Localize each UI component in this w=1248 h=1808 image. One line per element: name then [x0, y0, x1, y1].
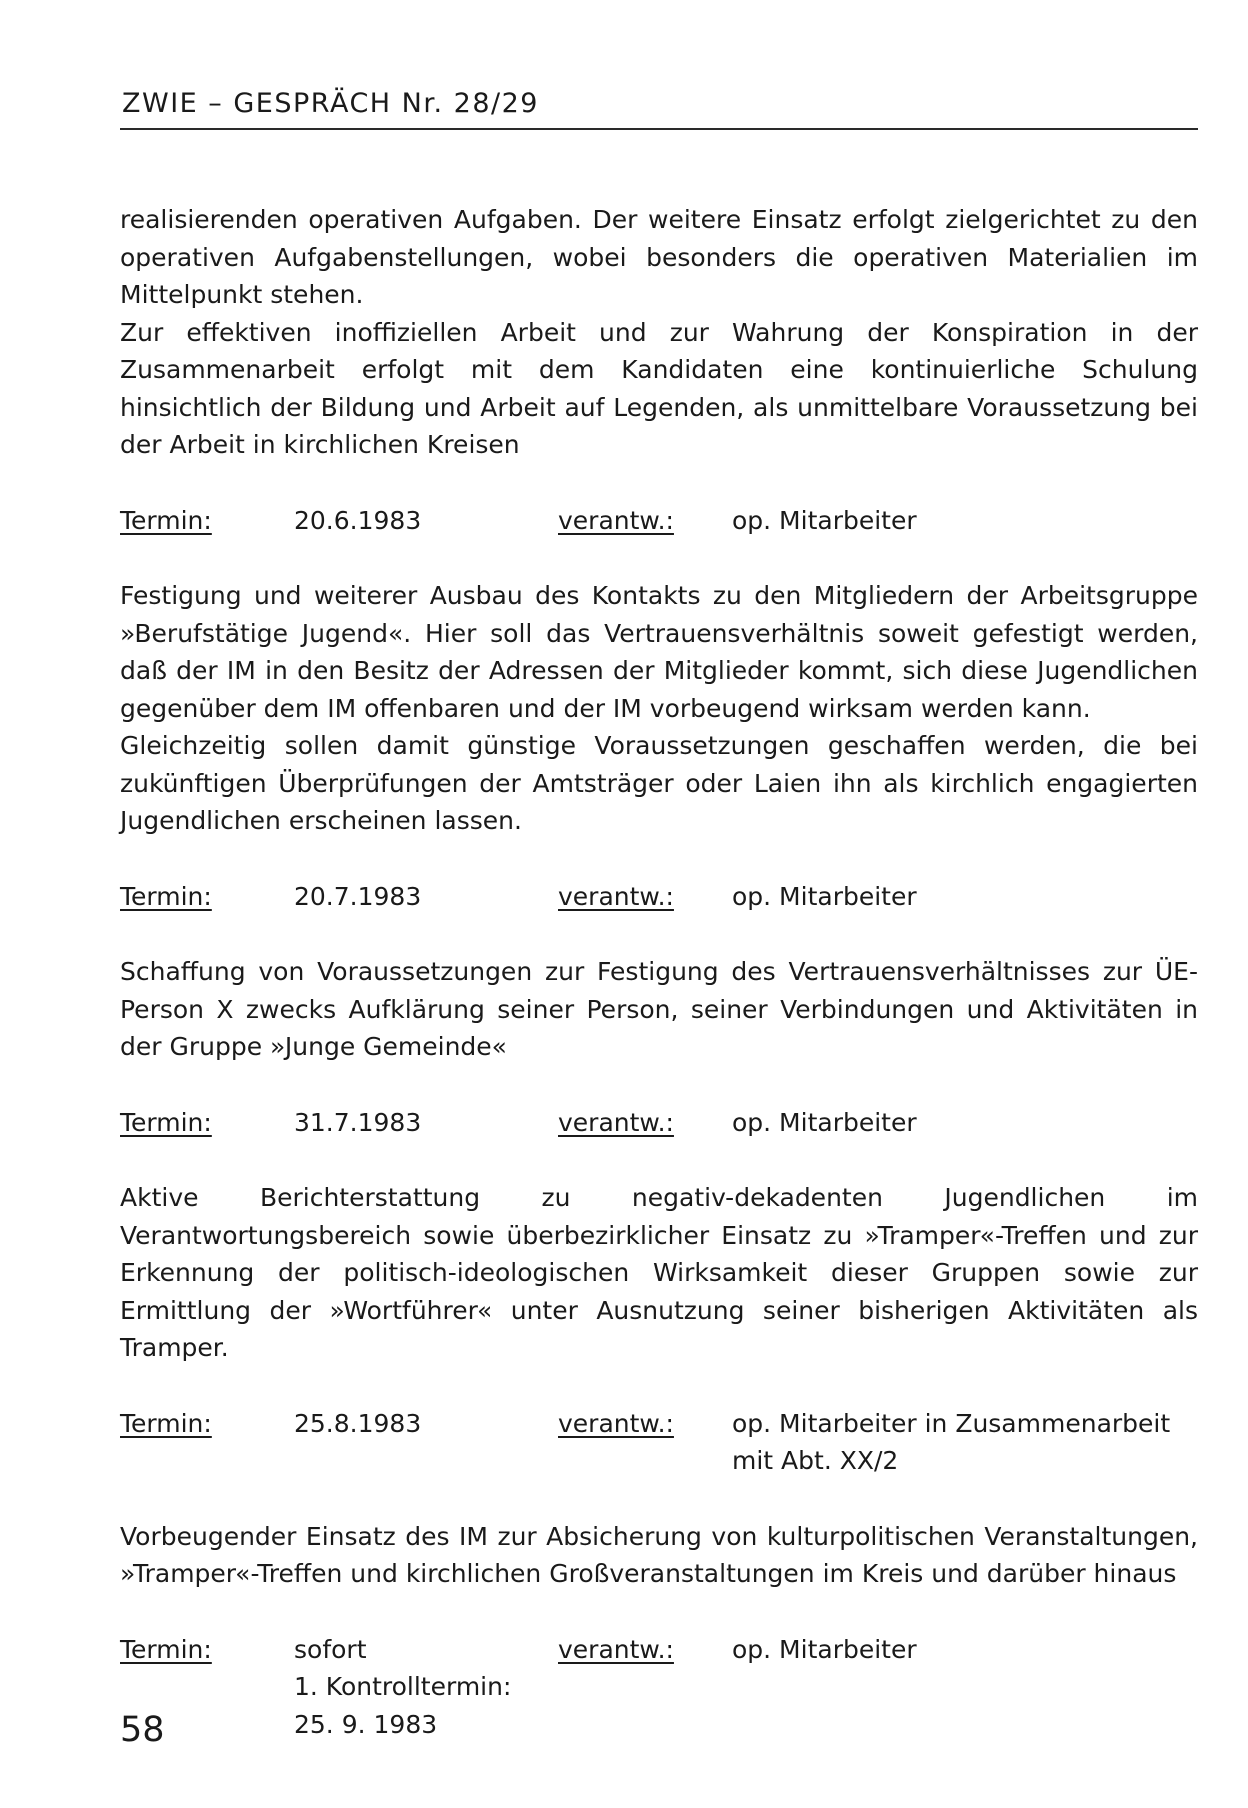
section-2	[120, 577, 1198, 840]
termin-date: 31.7.1983	[294, 1107, 422, 1137]
responsible-line: mit Abt. XX/2	[732, 1446, 899, 1475]
section-1	[120, 201, 1198, 464]
paragraph: realisierenden operativen Aufgaben. Der weitere Einsatz erfolgt zielgerichtet zu den operativen Aufgabenstellungen, wobei besonders die operativen Materialien im Mittelpunkt stehen.	[120, 205, 1198, 309]
termin-row-4	[120, 1405, 1198, 1480]
page-body	[120, 201, 1198, 1781]
paragraph: Schaffung von Voraussetzungen zur Festigung des Vertrauensverhältnisses zur ÜE-Person X zwecks Aufklärung seiner Person, seiner Verbindungen und Aktivitäten in der Gruppe »Junge Gemeinde«	[120, 957, 1198, 1061]
termin-label: Termin:	[120, 1408, 212, 1438]
responsible-label: verantw.:	[558, 1408, 674, 1438]
paragraph: Zur effektiven inoffiziellen Arbeit und zur Wahrung der Konspiration in der Zusammenarbeit erfolgt mit dem Kandidaten eine kontinuierliche Schulung hinsichtlich der Bildung und Arbeit auf Legenden, als unmittelbare Voraussetzung bei der Arbeit in kirchlichen Kreisen	[120, 317, 1198, 459]
header-rule	[120, 128, 1198, 130]
paragraph: Aktive Berichterstattung zu negativ-dekadenten Jugendlichen im Verantwortungsbereich sowie überbezirklicher Einsatz zu »Tramper«-Treffen und zur Erkennung der politisch-ideologischen Wirksamkeit dieser Gruppen sowie zur Ermittlung der »Wortführer« unter Ausnutzung seiner bisherigen Aktivitäten als Tramper.	[120, 1183, 1198, 1362]
termin-date: 20.6.1983	[294, 505, 422, 535]
termin-row-1	[120, 502, 1198, 540]
termin-row-3	[120, 1104, 1198, 1142]
paragraph: Vorbeugender Einsatz des IM zur Absicherung von kulturpolitischen Veranstaltungen, »Tramper«-Treffen und kirchlichen Großveranstaltungen im Kreis und darüber hinaus	[120, 1521, 1198, 1588]
control-date: 25. 9. 1983	[294, 1709, 438, 1739]
responsible-label: verantw.:	[558, 505, 674, 535]
termin-row-5	[120, 1631, 1198, 1744]
paragraph: Gleichzeitig sollen damit günstige Voraussetzungen geschaffen werden, die bei zukünftigen Überprüfungen der Amtsträger oder Laien ihn als kirchlich engagierten Jugendlichen erscheinen lassen.	[120, 731, 1198, 835]
termin-date	[294, 1631, 511, 1744]
responsible-value	[732, 1405, 1170, 1480]
responsible-value: op. Mitarbeiter	[732, 881, 917, 911]
control-date-label: 1. Kontrolltermin:	[294, 1672, 512, 1701]
termin-date: 25.8.1983	[294, 1408, 422, 1438]
termin-row-2	[120, 878, 1198, 916]
paragraph: Festigung und weiterer Ausbau des Kontakts zu den Mitgliedern der Arbeitsgruppe »Berufstätige Jugend«. Hier soll das Vertrauensverhältnis soweit gefestigt werden, daß der IM in den Besitz der Adressen der Mitglieder kommt, sich diese Jugendlichen gegenüber dem IM offenbaren und der IM vorbeugend wirksam werden kann.	[120, 581, 1198, 723]
termin-label: Termin:	[120, 505, 212, 535]
page-number: 58	[120, 1710, 165, 1750]
termin-date: 20.7.1983	[294, 881, 422, 911]
termin-label: Termin:	[120, 1107, 212, 1137]
responsible-line: op. Mitarbeiter in Zusammenarbeit	[732, 1408, 1171, 1438]
responsible-label: verantw.:	[558, 1107, 674, 1137]
responsible-label: verantw.:	[558, 881, 674, 911]
termin-date-line: sofort	[294, 1634, 367, 1664]
section-3	[120, 953, 1198, 1066]
running-header: ZWIE – GESPRÄCH Nr. 28/29	[122, 88, 539, 119]
section-4	[120, 1179, 1198, 1367]
termin-label: Termin:	[120, 1634, 212, 1664]
responsible-label: verantw.:	[558, 1634, 674, 1664]
responsible-value: op. Mitarbeiter	[732, 1634, 917, 1664]
section-5	[120, 1518, 1198, 1593]
responsible-value: op. Mitarbeiter	[732, 1107, 917, 1137]
termin-label: Termin:	[120, 881, 212, 911]
responsible-value: op. Mitarbeiter	[732, 505, 917, 535]
